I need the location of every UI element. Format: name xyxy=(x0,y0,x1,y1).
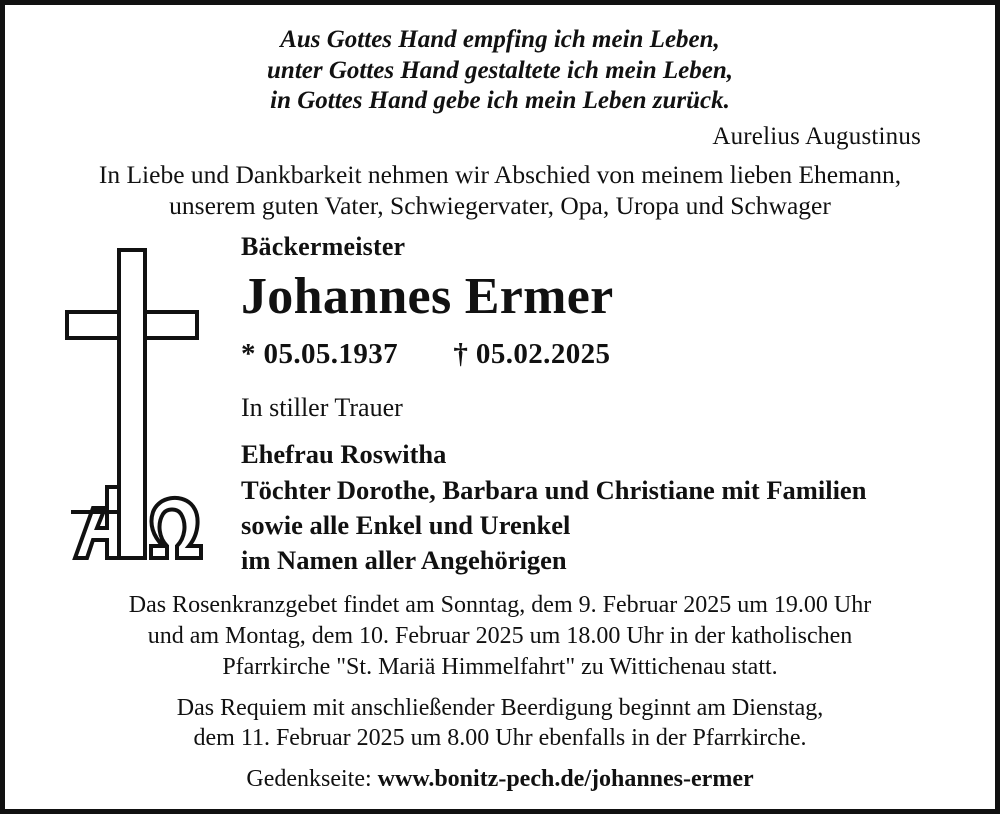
requiem-line-1: Das Requiem mit anschließender Beerdigung beginnt am Dienstag, xyxy=(176,694,824,721)
memorial-url[interactable]: www.bonitz-pech.de/johannes-ermer xyxy=(377,766,754,793)
death-date: † 05.02.2025 xyxy=(453,338,611,371)
family-line-1: Ehefrau Roswitha xyxy=(241,439,447,470)
intro-line-1: In Liebe und Dankbarkeit nehmen wir Abschied von meinem lieben Ehemann, xyxy=(98,159,902,189)
verse-line-1: Aus Gottes Hand empfing ich mein Leben, xyxy=(280,26,720,53)
rosary-line-2: und am Montag, dem 10. Februar 2025 um 18.00 Uhr in der katholischen xyxy=(147,623,853,650)
person-details xyxy=(237,232,973,578)
family-line-4: im Namen aller Angehörigen xyxy=(241,545,567,576)
requiem-line-2: dem 11. Februar 2025 um 8.00 Uhr ebenfalls in der Pfarrkirche. xyxy=(193,725,807,752)
intro-line-2: unserem guten Vater, Schwiegervater, Opa, Uropa und Schwager xyxy=(169,191,831,221)
verse-line-2: unter Gottes Hand gestaltete ich mein Leben, xyxy=(267,56,733,84)
christian-cross-with-alpha-omega-icon xyxy=(47,240,217,570)
rosary-line-3: Pfarrkirche "St. Mariä Himmelfahrt" zu Wittichenau statt. xyxy=(222,653,778,680)
memorial-page xyxy=(27,766,973,793)
rosary-line-1: Das Rosenkranzgebet findet am Sonntag, dem 9. Februar 2025 um 19.00 Uhr xyxy=(128,592,872,619)
main-section xyxy=(27,232,973,578)
intro-text xyxy=(27,159,973,223)
person-name: Johannes Ermer xyxy=(241,268,614,326)
memorial-label: Gedenkseite: xyxy=(246,766,372,793)
cross-symbol-container xyxy=(27,232,237,570)
requiem-paragraph xyxy=(27,693,973,754)
mourning-heading: In stiller Trauer xyxy=(241,393,403,423)
rosary-paragraph xyxy=(27,590,973,682)
family-list xyxy=(241,437,973,578)
profession-label: Bäckermeister xyxy=(241,232,406,262)
service-details xyxy=(27,590,973,764)
verse-attribution: Aurelius Augustinus xyxy=(712,122,921,150)
verse-block xyxy=(27,25,973,117)
family-line-2: Töchter Dorothe, Barbara und Christiane mit Familien xyxy=(241,474,867,505)
verse-line-3: in Gottes Hand gebe ich mein Leben zurück. xyxy=(270,87,730,114)
family-line-3: sowie alle Enkel und Urenkel xyxy=(241,509,571,540)
birth-date: * 05.05.1937 xyxy=(241,338,399,371)
life-dates xyxy=(241,338,973,371)
